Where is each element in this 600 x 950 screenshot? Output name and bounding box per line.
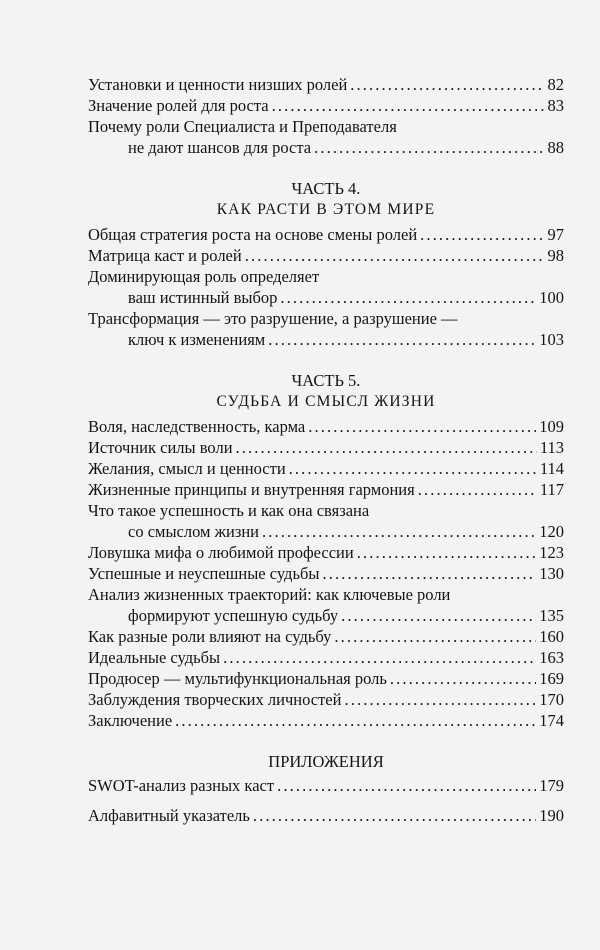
toc-entry-title: формируют успешную судьбу: [128, 606, 339, 625]
toc-entry-title: Жизненные принципы и внутренняя гармония: [88, 480, 415, 499]
toc-entry-page: 100: [539, 288, 564, 307]
toc-entry-page: 169: [539, 669, 564, 688]
toc-entry-title-line1: Доминирующая роль определяет: [88, 267, 320, 286]
toc-entry-title: Установки и ценности низших ролей: [88, 75, 348, 94]
toc-entry: [88, 805, 564, 826]
toc-entry: [88, 542, 564, 563]
toc-entry-page: 97: [547, 225, 564, 244]
toc-entry-page: 179: [539, 776, 564, 795]
toc-entry-page: 170: [539, 690, 564, 709]
leader-dots: [350, 74, 544, 95]
leader-dots: [334, 626, 536, 647]
toc-entry: [88, 668, 564, 689]
leader-dots: [236, 437, 537, 458]
toc-entry-title: Успешные и неуспешные судьбы: [88, 564, 320, 583]
toc-entry-title: Ловушка мифа о любимой профессии: [88, 543, 354, 562]
toc-entry-page: 123: [539, 543, 564, 562]
toc-entry-title: Значение ролей для роста: [88, 96, 269, 115]
toc-entry: [88, 74, 564, 95]
toc-entry-page: 113: [539, 438, 564, 457]
toc-entry: [88, 116, 564, 158]
spacer: [88, 796, 564, 805]
toc-entry-title: Заблуждения творческих личностей: [88, 690, 342, 709]
leader-dots: [390, 668, 536, 689]
leader-dots: [308, 416, 536, 437]
toc-entry: [88, 95, 564, 116]
toc-entry-title: со смыслом жизни: [128, 522, 260, 541]
part-label: ЧАСТЬ 5.: [291, 371, 361, 390]
toc-entry-title: Алфавитный указатель: [88, 806, 250, 825]
toc-entry-title: ваш истинный выбор: [128, 288, 278, 307]
toc-entry-page: 83: [547, 96, 564, 115]
toc-entry-page: 163: [539, 648, 564, 667]
leader-dots: [262, 521, 536, 542]
toc-entry: [88, 689, 564, 710]
leader-dots: [277, 775, 536, 796]
toc-entry: [88, 584, 564, 626]
toc-entry-title-line1: Трансформация — это разрушение, а разрушение —: [88, 309, 458, 328]
toc-entry-title: Идеальные судьбы: [88, 648, 221, 667]
toc-entry-page: 160: [539, 627, 564, 646]
leader-dots: [344, 689, 536, 710]
appendix-heading: [88, 751, 564, 772]
table-of-contents: [88, 74, 564, 826]
toc-entry-title: ключ к изменениям: [128, 330, 266, 349]
toc-entry: [88, 437, 564, 458]
leader-dots: [223, 647, 536, 668]
toc-entry-page: 190: [539, 806, 564, 825]
appendix-title: ПРИЛОЖЕНИЯ: [268, 752, 384, 771]
leader-dots: [357, 542, 537, 563]
toc-entry: [88, 224, 564, 245]
leader-dots: [268, 329, 536, 350]
toc-entry-title: SWOT-анализ разных каст: [88, 776, 275, 795]
toc-entry-page: 98: [547, 246, 564, 265]
leader-dots: [280, 287, 536, 308]
toc-entry: [88, 710, 564, 731]
toc-entry-page: 88: [547, 138, 564, 157]
leader-dots: [418, 479, 537, 500]
leader-dots: [420, 224, 544, 245]
leader-dots: [272, 95, 545, 116]
leader-dots: [289, 458, 537, 479]
toc-entry-page: 82: [547, 75, 564, 94]
toc-entry-title-line1: Почему роли Специалиста и Преподавателя: [88, 117, 397, 136]
toc-entry-title: Матрица каст и ролей: [88, 246, 242, 265]
toc-entry-page: 120: [539, 522, 564, 541]
toc-entry: [88, 500, 564, 542]
toc-entry: [88, 458, 564, 479]
toc-entry-page: 135: [539, 606, 564, 625]
toc-entry-title: не дают шансов для роста: [128, 138, 312, 157]
leader-dots: [341, 605, 536, 626]
toc-entry-page: 174: [539, 711, 564, 730]
toc-entry-title: Источник силы воли: [88, 438, 233, 457]
part-label: ЧАСТЬ 4.: [291, 179, 361, 198]
toc-entry-title-line1: Анализ жизненных траекторий: как ключевые роли: [88, 585, 451, 604]
toc-entry: [88, 626, 564, 647]
part-heading: [88, 178, 564, 221]
toc-entry-page: 114: [539, 459, 564, 478]
leader-dots: [322, 563, 536, 584]
toc-entry-page: 130: [539, 564, 564, 583]
part-heading: [88, 370, 564, 413]
leader-dots: [253, 805, 536, 826]
part-title: СУДЬБА И СМЫСЛ ЖИЗНИ: [216, 393, 436, 410]
part-title: КАК РАСТИ В ЭТОМ МИРЕ: [216, 201, 436, 218]
toc-entry-title: Желания, смысл и ценности: [88, 459, 286, 478]
toc-entry-title: Как разные роли влияют на судьбу: [88, 627, 332, 646]
leader-dots: [314, 137, 544, 158]
toc-entry-page: 109: [539, 417, 564, 436]
leader-dots: [175, 710, 536, 731]
toc-entry-title: Общая стратегия роста на основе смены ролей: [88, 225, 418, 244]
toc-entry: [88, 563, 564, 584]
toc-entry: [88, 266, 564, 308]
toc-entry: [88, 775, 564, 796]
toc-entry-page: 117: [539, 480, 564, 499]
toc-entry: [88, 479, 564, 500]
toc-entry: [88, 245, 564, 266]
toc-entry-page: 103: [539, 330, 564, 349]
toc-entry: [88, 647, 564, 668]
toc-entry: [88, 416, 564, 437]
leader-dots: [245, 245, 545, 266]
toc-entry-title: Продюсер — мультифункциональная роль: [88, 669, 387, 688]
toc-entry: [88, 308, 564, 350]
toc-entry-title-line1: Что такое успешность и как она связана: [88, 501, 370, 520]
toc-entry-title: Воля, наследственность, карма: [88, 417, 306, 436]
toc-entry-title: Заключение: [88, 711, 173, 730]
